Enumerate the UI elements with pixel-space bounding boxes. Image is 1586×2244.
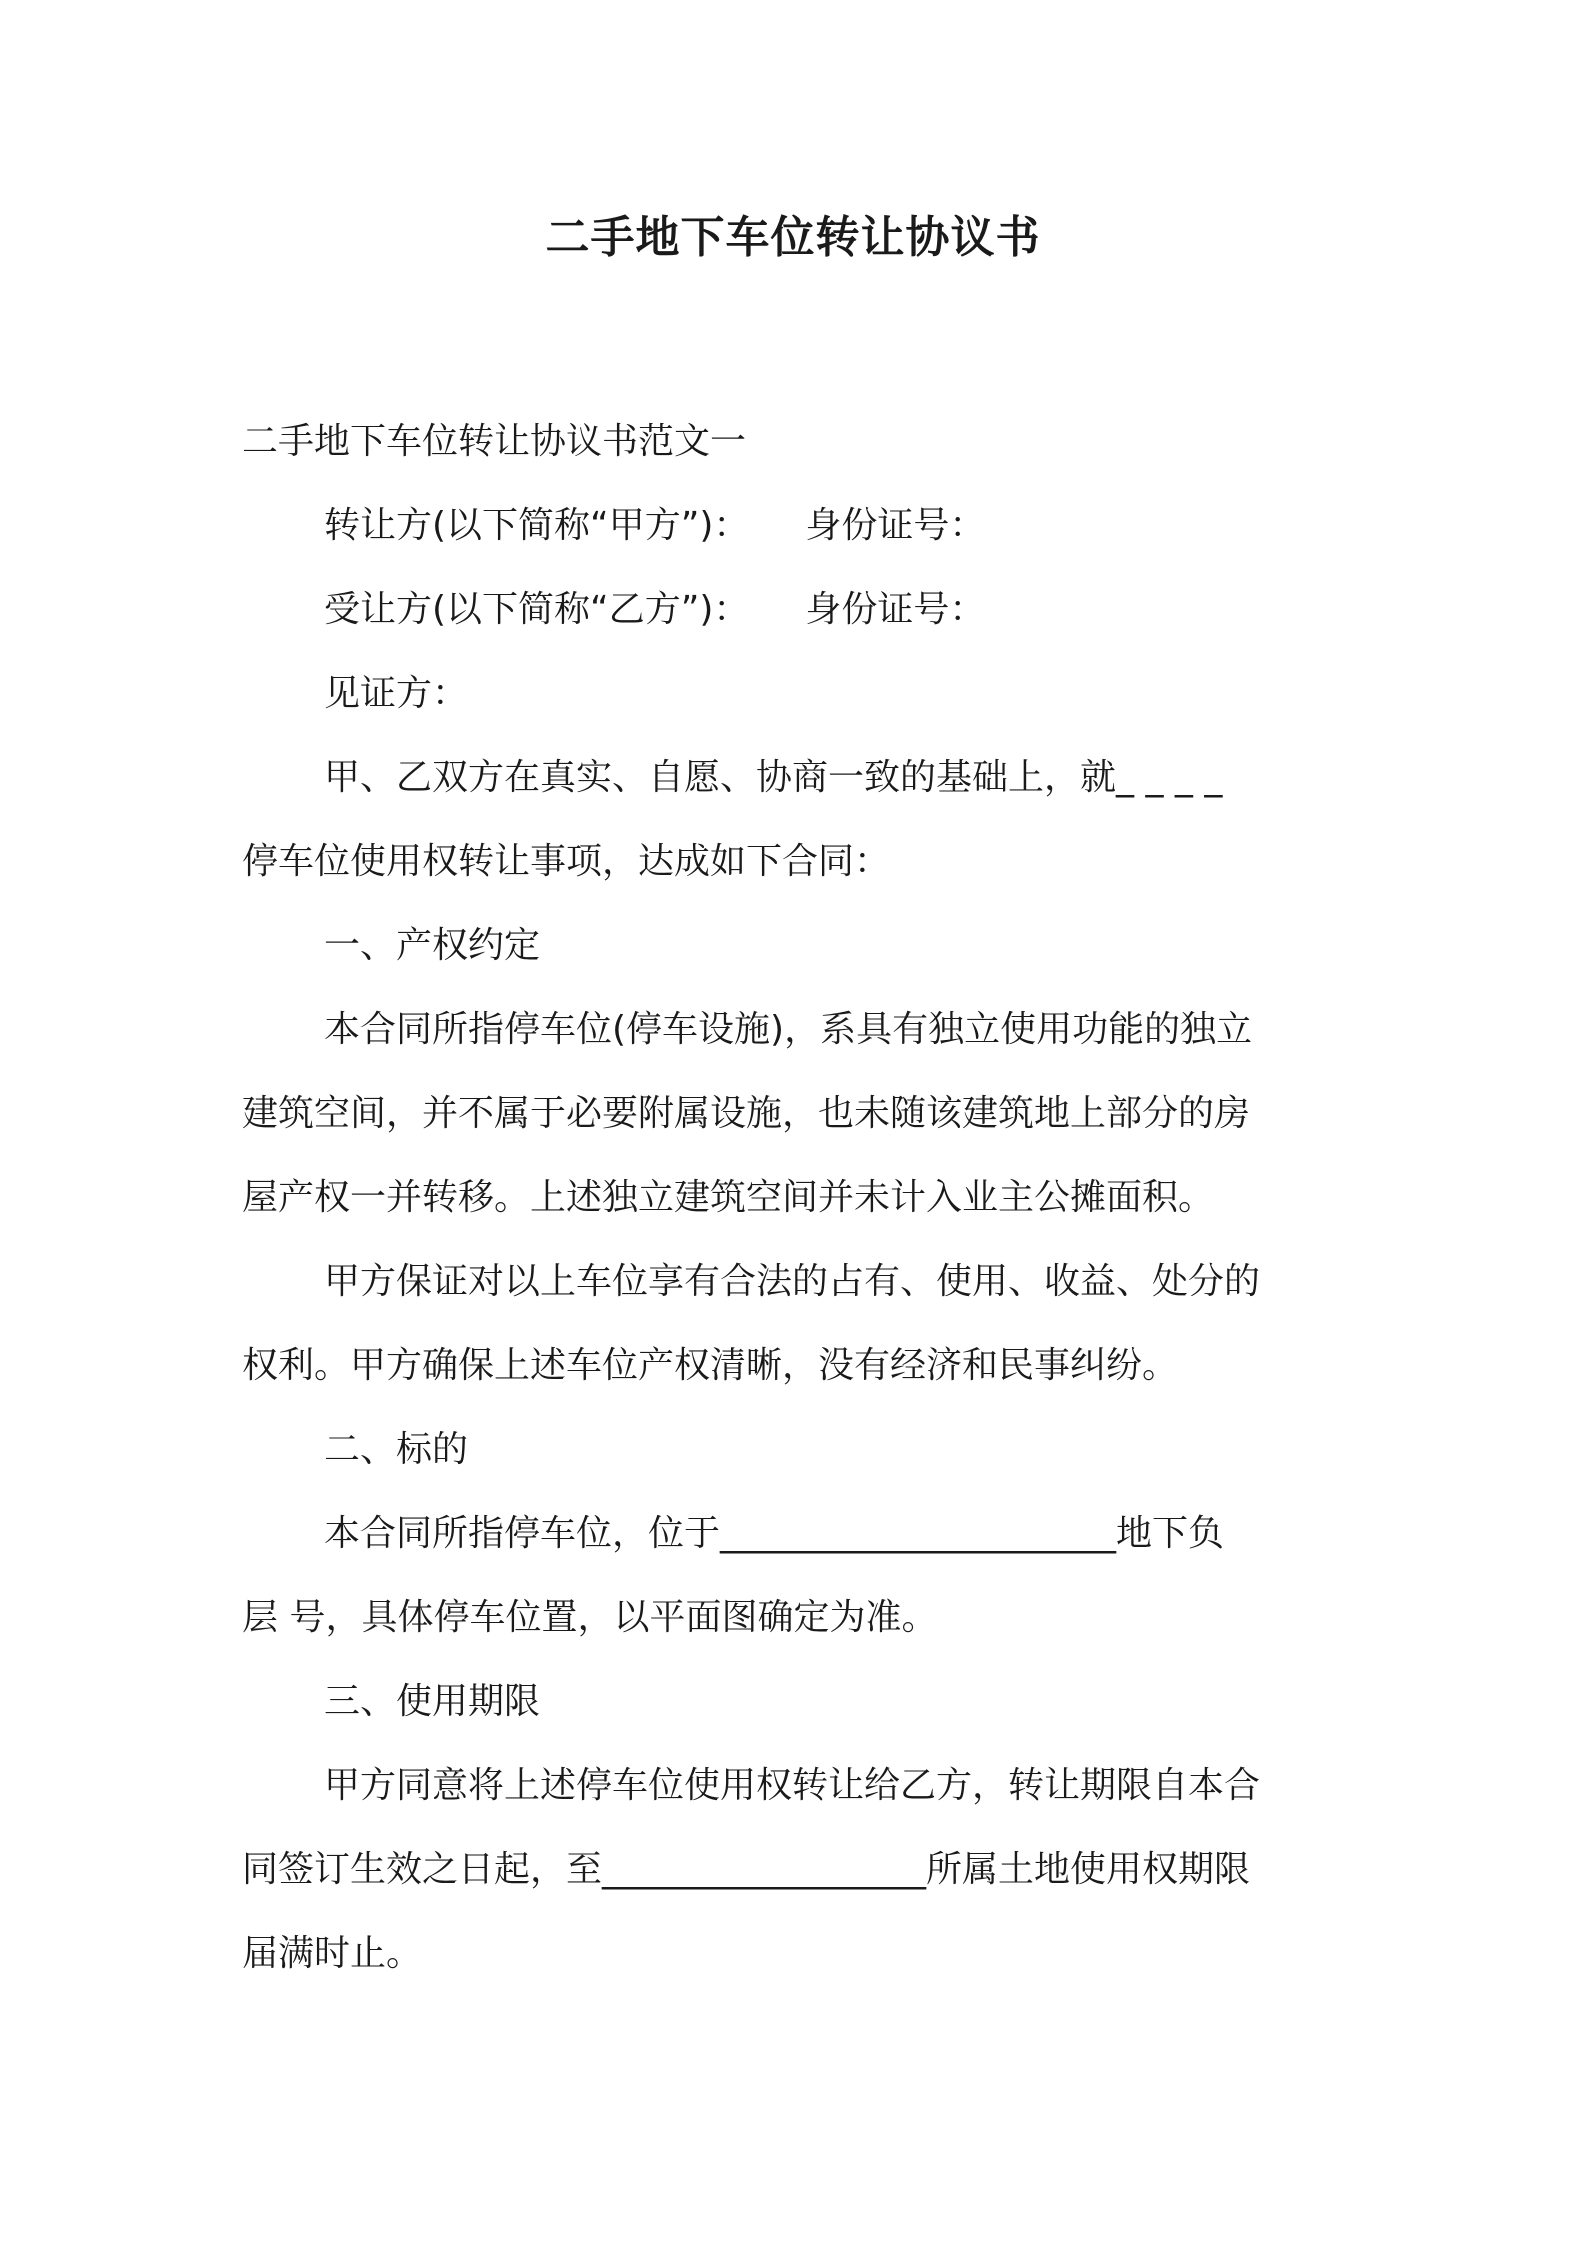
document-title: 二手地下车位转让协议书 (545, 212, 1041, 263)
section-2-heading: 二、标的 (324, 1429, 469, 1470)
party-b-line (242, 568, 1354, 652)
section-1-paragraph-1-line-3: 屋产权一并转移。上述独立建筑空间并未计入业主公摊面积。 (242, 1177, 1215, 1218)
witness-label: 见证方： (324, 673, 469, 714)
section-3-paragraph-1-line-2: 同签订生效之日起，至__________________所属土地使用权期限 (242, 1849, 1251, 1890)
section-3-heading: 三、使用期限 (324, 1681, 541, 1722)
document-subtitle: 二手地下车位转让协议书范文一 (242, 421, 747, 462)
intro-line-1: 甲、乙双方在真实、自愿、协商一致的基础上，就_ _ _ _ (324, 757, 1223, 798)
intro-line-2: 停车位使用权转让事项，达成如下合同： (242, 841, 891, 882)
party-b-id-label: 身份证号： (805, 589, 986, 630)
document-body (242, 400, 1354, 1996)
section-1-paragraph-1-line-1: 本合同所指停车位(停车设施)，系具有独立使用功能的独立 (324, 1009, 1253, 1050)
party-a-line (242, 484, 1354, 568)
party-b-label: 受让方(以下简称“乙方”)： (324, 589, 750, 630)
section-3-paragraph-1-line-3: 届满时止。 (242, 1933, 423, 1974)
section-1-paragraph-1-line-2: 建筑空间，并不属于必要附属设施，也未随该建筑地上部分的房 (242, 1093, 1251, 1134)
party-a-label: 转让方(以下简称“甲方”)： (324, 505, 750, 546)
party-a-id-label: 身份证号： (805, 505, 986, 546)
section-1-heading: 一、产权约定 (324, 925, 541, 966)
section-2-paragraph-1-line-1: 本合同所指停车位，位于______________________地下负 (324, 1513, 1225, 1554)
section-1-paragraph-2-line-2: 权利。甲方确保上述车位产权清晰，没有经济和民事纠纷。 (242, 1345, 1179, 1386)
section-1-paragraph-2-line-1: 甲方保证对以上车位享有合法的占有、使用、收益、处分的 (324, 1261, 1261, 1302)
section-2-paragraph-1-line-2: 层 号，具体停车位置，以平面图确定为准。 (242, 1597, 938, 1638)
section-3-paragraph-1-line-1: 甲方同意将上述停车位使用权转让给乙方，转让期限自本合 (324, 1765, 1261, 1806)
